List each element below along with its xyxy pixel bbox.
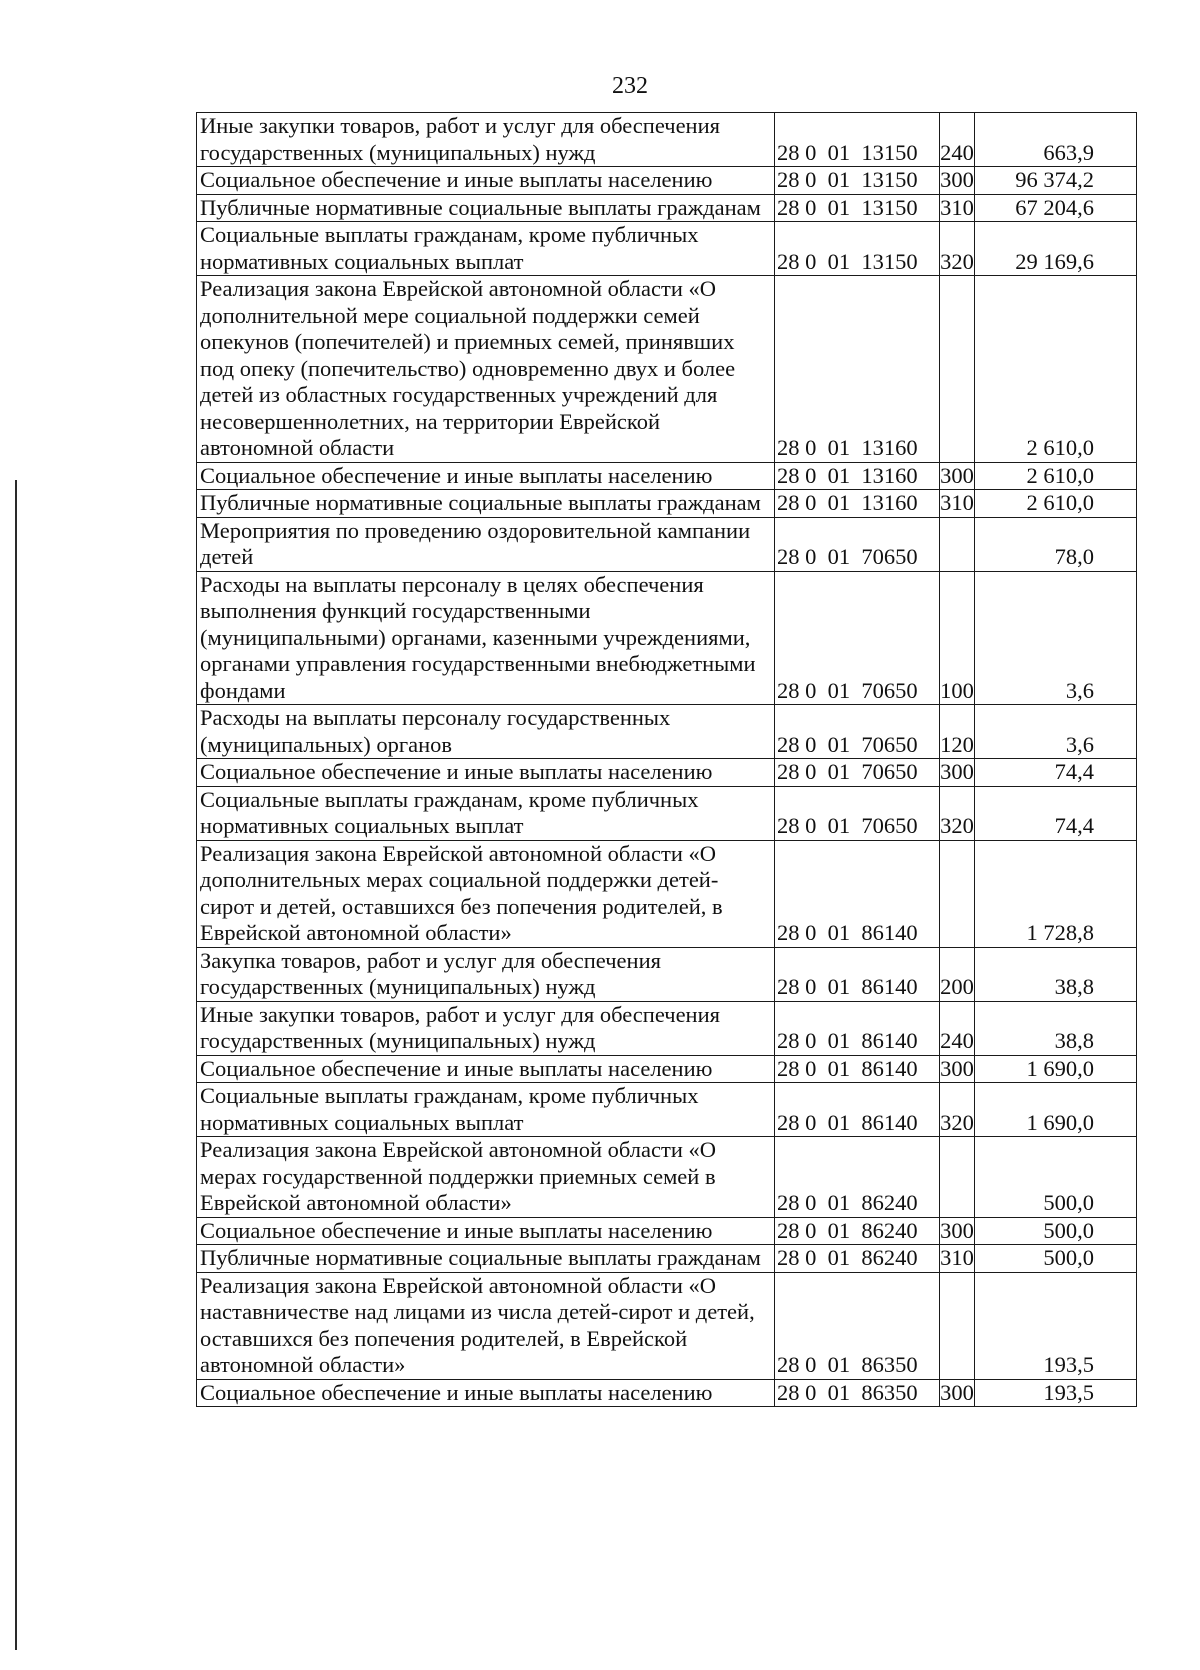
expense-type-cell: 300	[940, 462, 974, 488]
expense-type-cell: 320	[940, 222, 975, 276]
table-row	[197, 1001, 1137, 1055]
table-row	[197, 840, 1137, 947]
amount-cell: 500,0	[975, 1245, 1137, 1273]
target-code-cell: 28 0 01 86350	[775, 1272, 940, 1379]
table-row	[197, 1137, 1137, 1218]
target-code-cell: 28 0 01 13150	[775, 194, 940, 222]
amount-cell: 663,9	[975, 113, 1137, 167]
amount-cell: 38,8	[975, 947, 1137, 1001]
expense-name-cell: Социальные выплаты гражданам, кроме публичных нормативных социальных выплат	[197, 222, 775, 276]
table-row	[197, 1245, 1137, 1273]
expense-name-cell: Публичные нормативные социальные выплаты гражданам	[197, 1245, 775, 1273]
amount-cell: 1 690,0	[975, 1055, 1137, 1083]
page-number: 232	[612, 73, 648, 99]
amount-cell: 1 690,0	[975, 1083, 1137, 1137]
expense-type-cell: 300	[940, 1379, 974, 1405]
expense-type-cell: 120	[940, 705, 975, 759]
amount-cell: 2 610,0	[975, 276, 1137, 463]
expense-name-cell: Закупка товаров, работ и услуг для обеспечения государственных (муниципальных) нужд	[197, 947, 775, 1001]
expense-type-cell: 240	[940, 1001, 975, 1055]
expense-type-cell: 300	[940, 1217, 974, 1243]
expense-type-cell: 240	[940, 113, 975, 167]
expense-name-cell: Социальное обеспечение и иные выплаты населению	[197, 167, 775, 195]
amount-cell: 3,6	[975, 571, 1137, 705]
expense-type-cell: 310	[940, 194, 974, 220]
expense-name-cell: Расходы на выплаты персоналу государственных (муниципальных) органов	[197, 705, 775, 759]
table-row	[197, 222, 1137, 276]
table-row	[197, 1217, 1137, 1245]
target-code-cell: 28 0 01 86240	[775, 1245, 940, 1273]
expense-name-cell: Социальное обеспечение и иные выплаты населению	[197, 1217, 775, 1245]
table-row	[197, 786, 1137, 840]
amount-cell: 38,8	[975, 1001, 1137, 1055]
target-code-cell: 28 0 01 86350	[775, 1379, 940, 1407]
amount-cell: 2 610,0	[975, 490, 1137, 518]
budget-table-body	[197, 113, 1137, 1407]
amount-cell: 74,4	[975, 759, 1137, 787]
amount-cell: 500,0	[975, 1137, 1137, 1218]
expense-type-cell: 300	[940, 759, 974, 784]
amount-cell: 78,0	[975, 517, 1137, 571]
amount-cell: 2 610,0	[975, 462, 1137, 490]
amount-cell: 96 374,2	[975, 167, 1137, 195]
expense-name-cell: Мероприятия по проведению оздоровительной кампании детей	[197, 517, 775, 571]
target-code-cell: 28 0 01 86240	[775, 1217, 940, 1245]
target-code-cell: 28 0 01 13160	[775, 276, 940, 463]
table-row	[197, 571, 1137, 705]
table-row	[197, 517, 1137, 571]
target-code-cell: 28 0 01 13160	[775, 490, 940, 518]
expense-type-cell: 200	[940, 947, 975, 1001]
expense-name-cell: Публичные нормативные социальные выплаты гражданам	[197, 490, 775, 518]
expense-type-cell: 310	[940, 490, 974, 515]
table-row	[197, 1083, 1137, 1137]
target-code-cell: 28 0 01 70650	[775, 705, 940, 759]
target-code-cell: 28 0 01 70650	[775, 786, 940, 840]
expense-name-cell: Публичные нормативные социальные выплаты гражданам	[197, 194, 775, 222]
expense-name-cell: Реализация закона Еврейской автономной области «О наставничестве над лицами из числа детей-сирот и детей, оставшихся без попечения родителей, в Еврейской автономной области»	[197, 1272, 775, 1379]
expense-type-cell	[940, 1272, 975, 1379]
target-code-cell: 28 0 01 70650	[775, 571, 940, 705]
expense-type-cell	[940, 517, 975, 571]
table-row	[197, 276, 1137, 463]
expense-name-cell: Реализация закона Еврейской автономной области «О мерах государственной поддержки приемных семей в Еврейской автономной области»	[197, 1137, 775, 1218]
expense-type-cell: 320	[940, 786, 975, 840]
target-code-cell: 28 0 01 86140	[775, 1001, 940, 1055]
expense-type-cell: 300	[940, 167, 974, 192]
table-row	[197, 1272, 1137, 1379]
expense-name-cell: Социальные выплаты гражданам, кроме публичных нормативных социальных выплат	[197, 786, 775, 840]
target-code-cell: 28 0 01 13150	[775, 222, 940, 276]
expense-name-cell: Иные закупки товаров, работ и услуг для обеспечения государственных (муниципальных) нужд	[197, 113, 775, 167]
expense-name-cell: Иные закупки товаров, работ и услуг для обеспечения государственных (муниципальных) нужд	[197, 1001, 775, 1055]
expense-type-cell	[940, 276, 975, 463]
target-code-cell: 28 0 01 86240	[775, 1137, 940, 1218]
expense-name-cell: Социальное обеспечение и иные выплаты населению	[197, 462, 775, 490]
expense-type-cell: 100	[940, 571, 975, 705]
target-code-cell: 28 0 01 70650	[775, 517, 940, 571]
table-row	[197, 705, 1137, 759]
expense-name-cell: Социальное обеспечение и иные выплаты населению	[197, 1379, 775, 1407]
target-code-cell: 28 0 01 13160	[775, 462, 940, 490]
target-code-cell: 28 0 01 86140	[775, 1055, 940, 1083]
expense-name-cell: Расходы на выплаты персоналу в целях обеспечения выполнения функций государственными (муниципальными) органами, казенными учреждениями, органами управления государственными внебюджетными фондами	[197, 571, 775, 705]
table-row	[197, 194, 1137, 222]
table-row	[197, 490, 1137, 518]
target-code-cell: 28 0 01 13150	[775, 167, 940, 195]
amount-cell: 193,5	[975, 1272, 1137, 1379]
table-row	[197, 462, 1137, 490]
target-code-cell: 28 0 01 86140	[775, 947, 940, 1001]
amount-cell: 1 728,8	[975, 840, 1137, 947]
budget-table	[196, 112, 1137, 1407]
table-row	[197, 759, 1137, 787]
target-code-cell: 28 0 01 13150	[775, 113, 940, 167]
target-code-cell: 28 0 01 86140	[775, 840, 940, 947]
expense-type-cell: 300	[940, 1055, 974, 1081]
table-row	[197, 947, 1137, 1001]
table-row	[197, 1055, 1137, 1083]
expense-type-cell: 320	[940, 1083, 975, 1137]
expense-name-cell: Реализация закона Еврейской автономной области «О дополнительных мерах социальной поддержки детей-сирот и детей, оставшихся без попечения родителей, в Еврейской автономной области»	[197, 840, 775, 947]
amount-cell: 29 169,6	[975, 222, 1137, 276]
expense-type-cell	[940, 1137, 975, 1218]
amount-cell: 193,5	[975, 1379, 1137, 1407]
amount-cell: 67 204,6	[975, 194, 1137, 222]
target-code-cell: 28 0 01 70650	[775, 759, 940, 787]
amount-cell: 500,0	[975, 1217, 1137, 1245]
table-row	[197, 1379, 1137, 1407]
expense-name-cell: Социальные выплаты гражданам, кроме публичных нормативных социальных выплат	[197, 1083, 775, 1137]
expense-type-cell: 310	[940, 1245, 974, 1270]
target-code-cell: 28 0 01 86140	[775, 1083, 940, 1137]
expense-name-cell: Социальное обеспечение и иные выплаты населению	[197, 759, 775, 787]
amount-cell: 74,4	[975, 786, 1137, 840]
expense-name-cell: Социальное обеспечение и иные выплаты населению	[197, 1055, 775, 1083]
table-row	[197, 167, 1137, 195]
scan-edge-line	[15, 480, 17, 1650]
expense-type-cell	[940, 840, 975, 947]
table-row	[197, 113, 1137, 167]
amount-cell: 3,6	[975, 705, 1137, 759]
expense-name-cell: Реализация закона Еврейской автономной области «О дополнительной мере социальной поддержки семей опекунов (попечителей) и приемных семей, принявших под опеку (попечительство) одновременно двух и более детей из областных государственных учреждений для несовершеннолетних, на территории Еврейской автономной области	[197, 276, 775, 463]
